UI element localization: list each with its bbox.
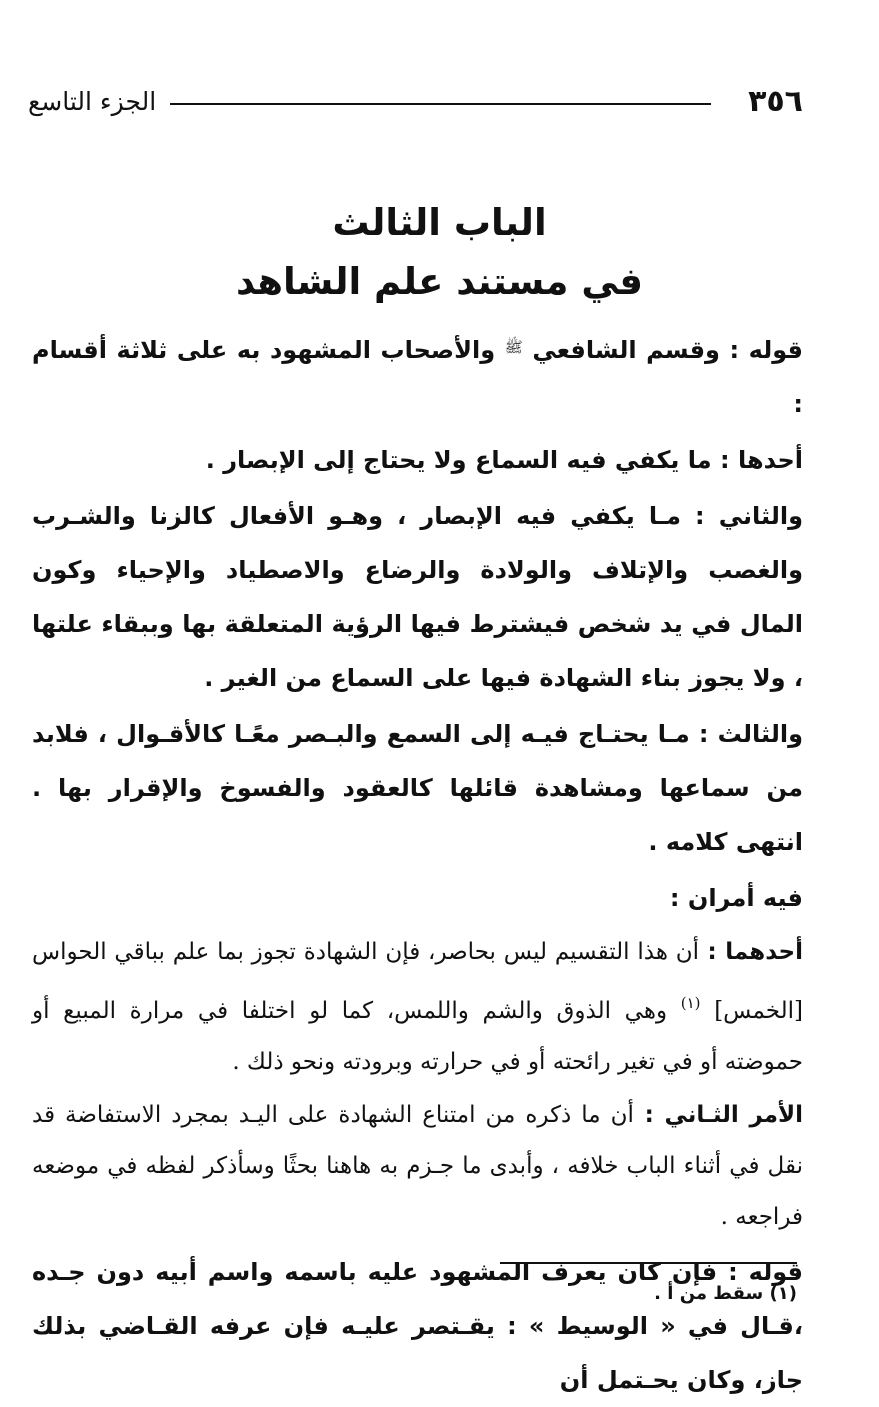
paragraph-lead: قوله :: [717, 1258, 804, 1286]
paragraph-lead: والثاني :: [680, 502, 803, 530]
footnote-reference: (١): [680, 994, 701, 1012]
paragraph-text: وهي الذوق والشم واللمس، كما لو اختلفا في مرارة المبيع أو حموضته أو في تغير رائحته أو في حرارته وبرودته ونحو ذلك .: [32, 998, 803, 1075]
paragraph-first-matter: [32, 927, 803, 1088]
paragraph-second-matter: [32, 1090, 803, 1243]
paragraph-quote-wasit: [32, 1245, 803, 1407]
footnote-text: سقط من أ .: [654, 1283, 764, 1304]
footnote: [300, 1277, 797, 1311]
paragraph-text: أن هذا التقسيم ليس بحاصر، فإن الشهادة تجوز بما علم بباقي الحواس [الخمس]: [32, 939, 804, 1024]
footnote-rule: [500, 1262, 797, 1264]
paragraph-text: ما يكفي فيه السماع ولا يحتاج إلى الإبصار .: [205, 446, 712, 474]
paragraph-two-matters: [32, 871, 803, 925]
paragraph-text: أن ما ذكره من امتناع الشهادة على اليـد بمجرد الاستفاضة قد نقل في أثناء الباب خلافه ، وأبدى ما جـزم به هاهنا بحثًا وسأذكر لفظه في موضعه فراجعه .: [32, 1102, 803, 1230]
honorific-glyph: ﷺ: [504, 338, 523, 356]
footnote-marker: (١): [769, 1283, 797, 1304]
chapter-subtitle: في مستند علم الشاهد: [236, 260, 643, 303]
paragraph-text: فإن كان يعرف المشهود عليه باسمه واسم أبيه دون جـده ،قـال في « الوسيط » : يقـتصر عليـه فإن عرفه القـاضي بذلك جاز، وكان يحـتمل أن: [32, 1258, 803, 1394]
paragraph-quote-intro: [32, 320, 803, 431]
paragraph-text: فيه أمران :: [669, 884, 803, 912]
paragraph-text: وقسم الشافعي: [522, 336, 720, 364]
paragraph-text: والأصحاب المشهود به على ثلاثة أقسام :: [32, 336, 803, 418]
paragraph-first-category: [32, 433, 803, 487]
body-text: [32, 320, 803, 1407]
running-header: [28, 82, 803, 122]
paragraph-lead: أحدهما :: [699, 939, 803, 965]
paragraph-third-category: [32, 707, 803, 869]
paragraph-lead: أحدها :: [711, 446, 803, 474]
paragraph-lead: والثالث :: [689, 720, 803, 748]
header-rule: [170, 103, 711, 105]
paragraph-text: مـا يكفي فيه الإبصار ، وهـو الأفعال كالزنا والشـرب والغصب والإتلاف والولادة والرضاع والاصطياد والإحياء وكون المال في يد شخص فيشترط فيها الرؤية المتعلقة بها وببقاء علتها ، ولا يجوز بناء الشهادة فيها على السماع من الغير .: [32, 502, 803, 692]
paragraph-text: مـا يحتـاج فيـه إلى السمع والبـصر معًـا كالأقـوال ، فلابد من سماعها ومشاهدة قائلها كالعقود والفسوخ والإقرار بها . انتهى كلامه .: [32, 720, 803, 856]
volume-title: الجزء التاسع: [28, 87, 157, 116]
paragraph-second-category: [32, 489, 803, 705]
paragraph-lead: قوله :: [719, 336, 803, 364]
paragraph-lead: الأمر الثـاني :: [633, 1102, 804, 1128]
chapter-title: الباب الثالث: [332, 201, 547, 244]
page-number: ٣٥٦: [748, 84, 803, 119]
